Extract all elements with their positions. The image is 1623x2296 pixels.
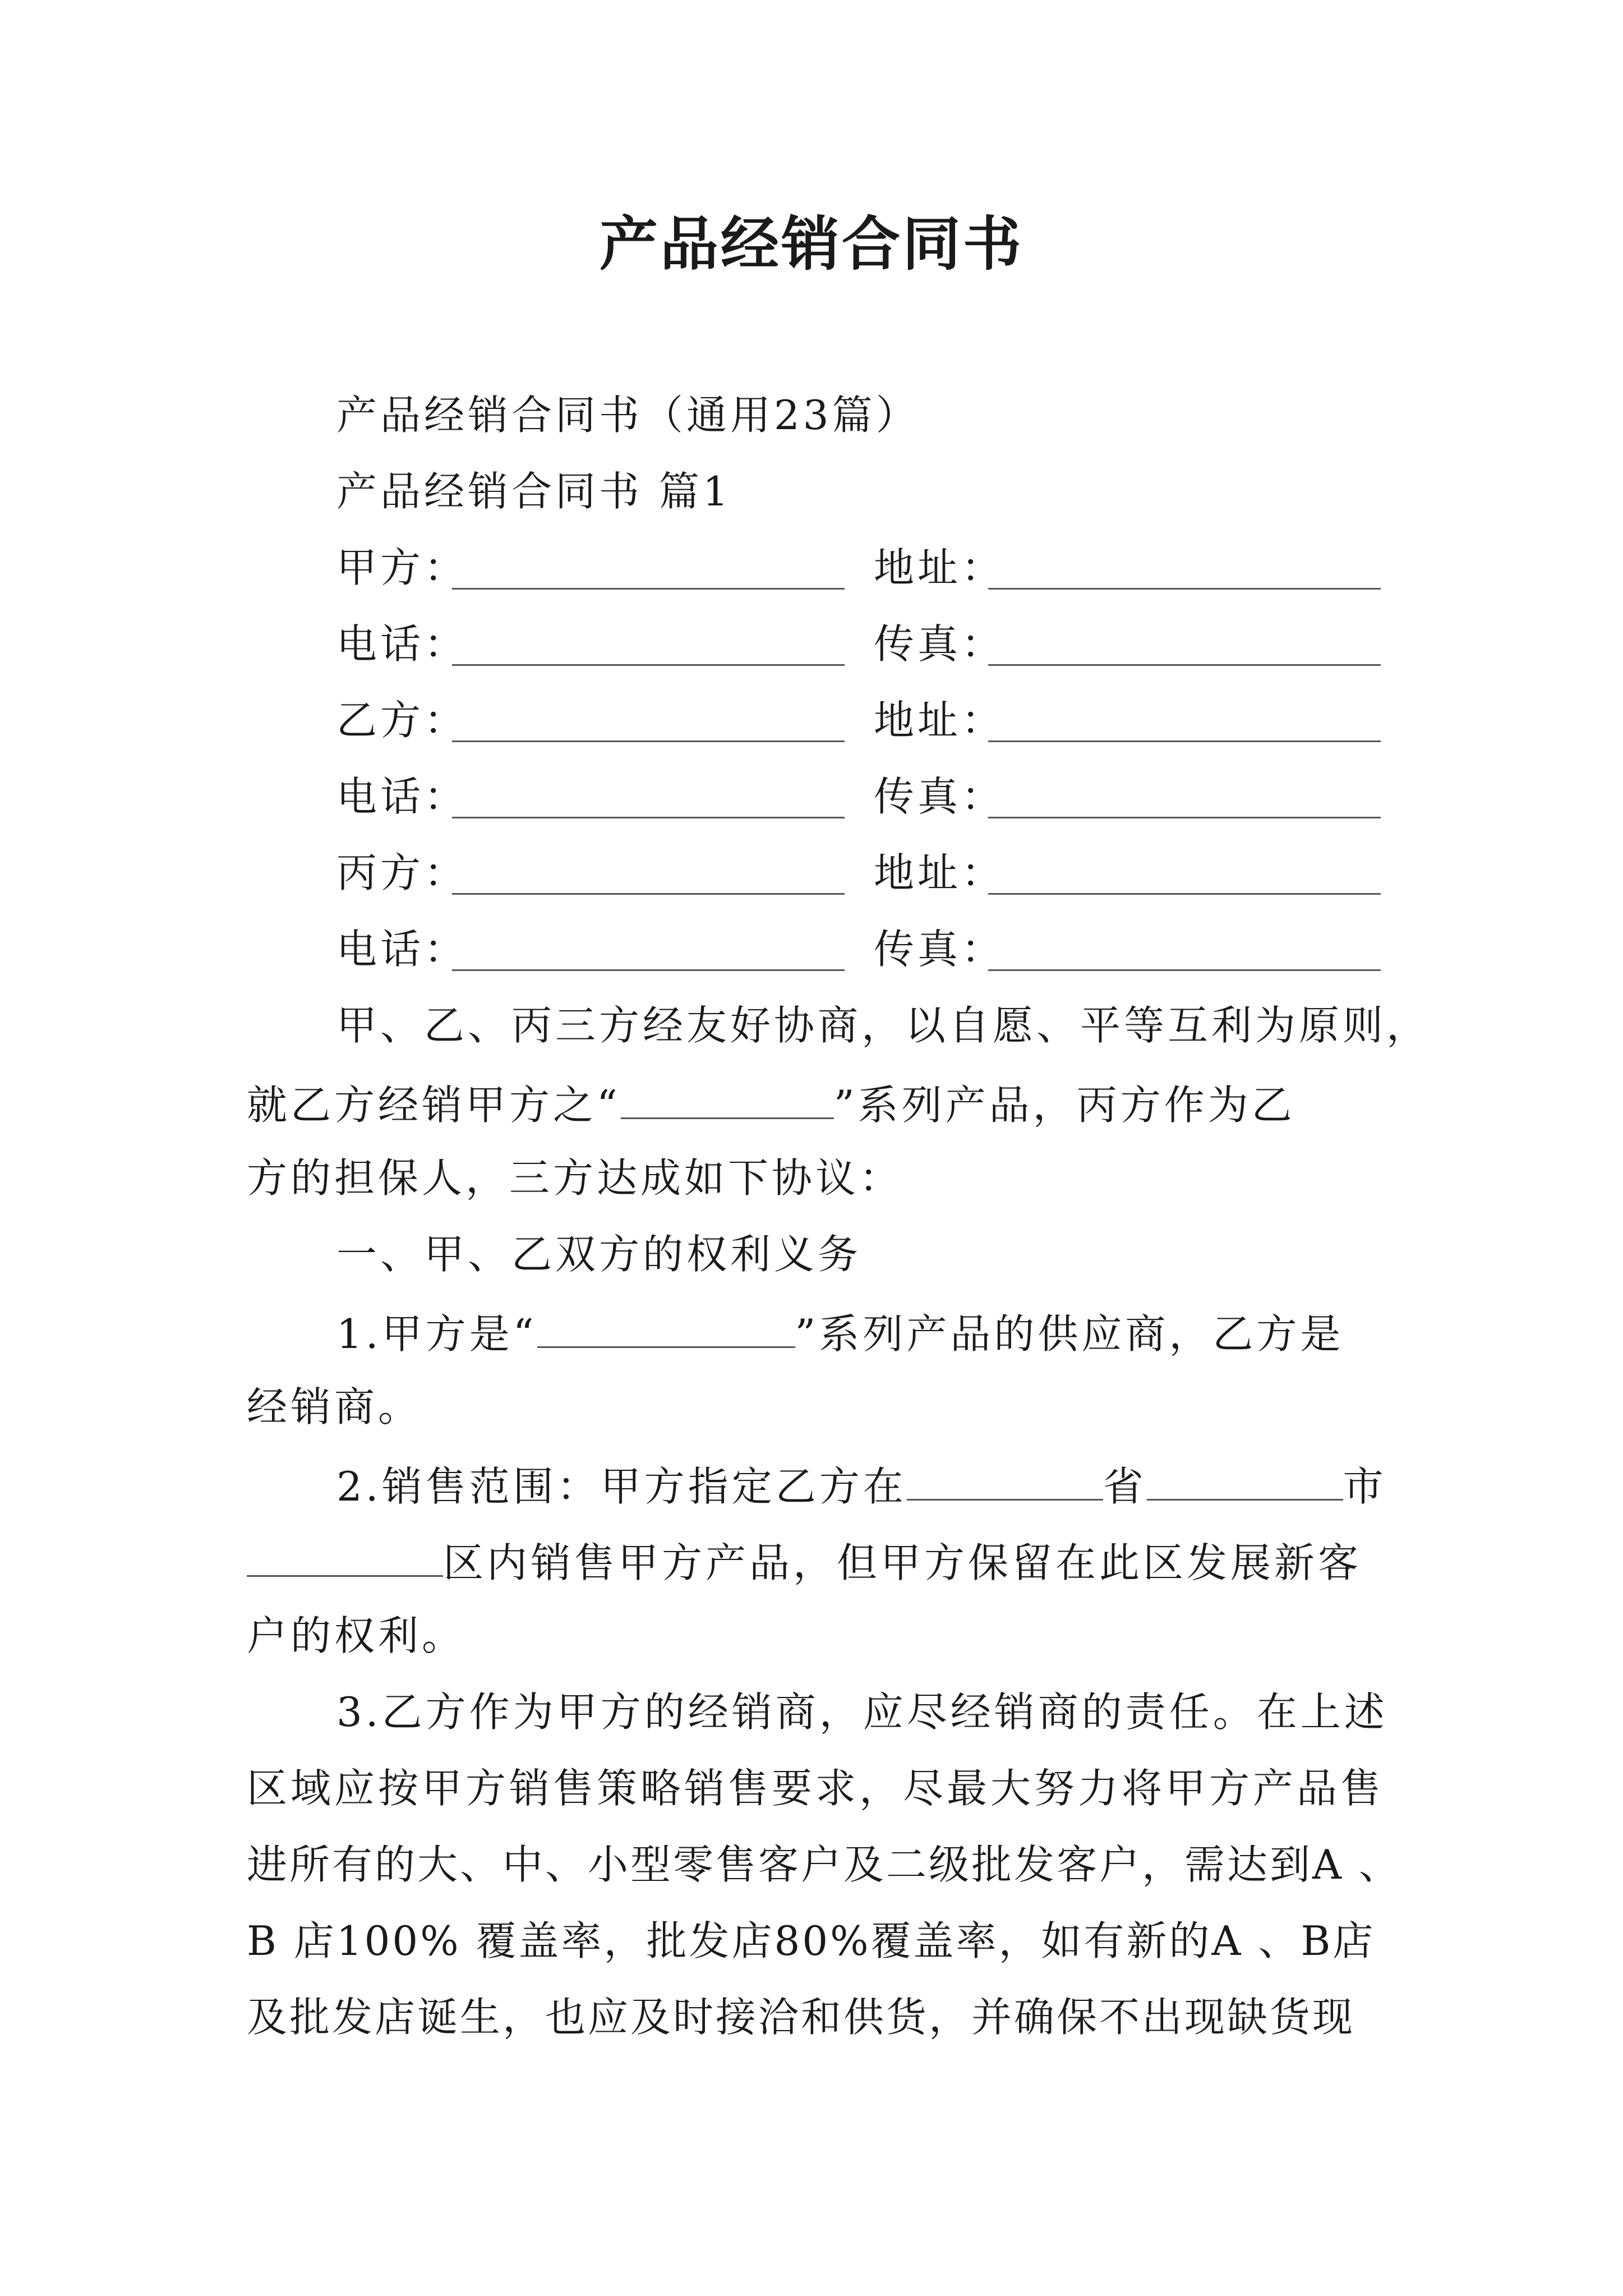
- fill-blank[interactable]: [988, 817, 1381, 818]
- paragraph-line: 户的权利。: [247, 1612, 466, 1659]
- field-label: 地址：: [874, 697, 1006, 744]
- field-label: 地址：: [874, 544, 1006, 591]
- paragraph-line: [336, 1455, 1387, 1515]
- paragraph-line: 3.乙方作为甲方的经销商，应尽经销商的责任。在上述: [336, 1688, 1388, 1736]
- chapter-heading: 产品经销合同书 篇1: [336, 468, 732, 515]
- fill-blank[interactable]: [621, 1074, 834, 1119]
- fill-blank[interactable]: [988, 664, 1381, 666]
- field-label: 传真：: [874, 620, 1006, 668]
- paragraph-line: [247, 1531, 1362, 1591]
- fill-blank[interactable]: [452, 817, 845, 818]
- party-row-bing: [336, 845, 1391, 901]
- fill-blank[interactable]: [452, 740, 845, 742]
- field-label: 丙方：: [336, 849, 468, 896]
- fill-blank[interactable]: [907, 1455, 1103, 1501]
- text-segment: 1.甲方是“: [336, 1310, 537, 1358]
- field-label: 电话：: [336, 773, 468, 820]
- party-row-yi-contact: [336, 769, 1391, 825]
- fill-blank[interactable]: [247, 1531, 443, 1577]
- field-label: 传真：: [874, 926, 1006, 973]
- paragraph-line: 甲、乙、丙三方经友好协商，以自愿、平等互利为原则，: [336, 1002, 1431, 1049]
- fill-blank[interactable]: [452, 664, 845, 666]
- paragraph-line: 区域应按甲方销售策略销售要求，尽最大努力将甲方产品售: [247, 1765, 1385, 1812]
- text-segment: 2.销售范围：甲方指定乙方在: [336, 1463, 907, 1510]
- paragraph-line: 进所有的大、中、小型零售客户及二级批发客户，需达到A 、: [247, 1841, 1401, 1888]
- document-subtitle: 产品经销合同书（通用23篇）: [336, 392, 920, 439]
- fill-blank[interactable]: [452, 893, 845, 895]
- text-segment: 省: [1103, 1463, 1147, 1510]
- party-row-jia: [336, 540, 1391, 596]
- paragraph-line: [247, 1074, 1295, 1133]
- section-heading: 一、甲、乙双方的权利义务: [336, 1231, 862, 1278]
- text-segment: 市: [1343, 1463, 1387, 1510]
- fill-blank[interactable]: [988, 588, 1381, 590]
- fill-blank[interactable]: [452, 588, 845, 590]
- fill-blank[interactable]: [988, 969, 1381, 971]
- paragraph-line: [336, 1303, 1344, 1362]
- field-label: 电话：: [336, 926, 468, 973]
- fill-blank[interactable]: [988, 740, 1381, 742]
- text-segment: 就乙方经销甲方之“: [247, 1082, 621, 1129]
- text-segment: ”系列产品的供应商，乙方是: [795, 1310, 1344, 1358]
- paragraph-line: 经销商。: [247, 1383, 422, 1430]
- fill-blank[interactable]: [988, 893, 1381, 895]
- field-label: 甲方：: [336, 544, 468, 591]
- field-label: 乙方：: [336, 697, 468, 744]
- fill-blank[interactable]: [537, 1303, 795, 1348]
- fill-blank[interactable]: [452, 969, 845, 971]
- field-label: 地址：: [874, 849, 1006, 896]
- field-label: 电话：: [336, 620, 468, 668]
- text-segment: 区内销售甲方产品，但甲方保留在此区发展新客: [443, 1539, 1362, 1586]
- paragraph-line: B 店100% 覆盖率，批发店80%覆盖率，如有新的A 、B店: [247, 1917, 1376, 1964]
- paragraph-line: 方的担保人，三方达成如下协议：: [247, 1154, 903, 1202]
- party-row-jia-contact: [336, 616, 1391, 672]
- text-segment: ”系列产品，丙方作为乙: [833, 1082, 1295, 1129]
- document-title: 产品经销合同书: [599, 209, 1023, 278]
- party-row-bing-contact: [336, 921, 1391, 977]
- field-label: 传真：: [874, 773, 1006, 820]
- party-row-yi: [336, 692, 1391, 748]
- fill-blank[interactable]: [1147, 1455, 1343, 1501]
- paragraph-line: 及批发店诞生，也应及时接洽和供货，并确保不出现缺货现: [247, 1994, 1355, 2041]
